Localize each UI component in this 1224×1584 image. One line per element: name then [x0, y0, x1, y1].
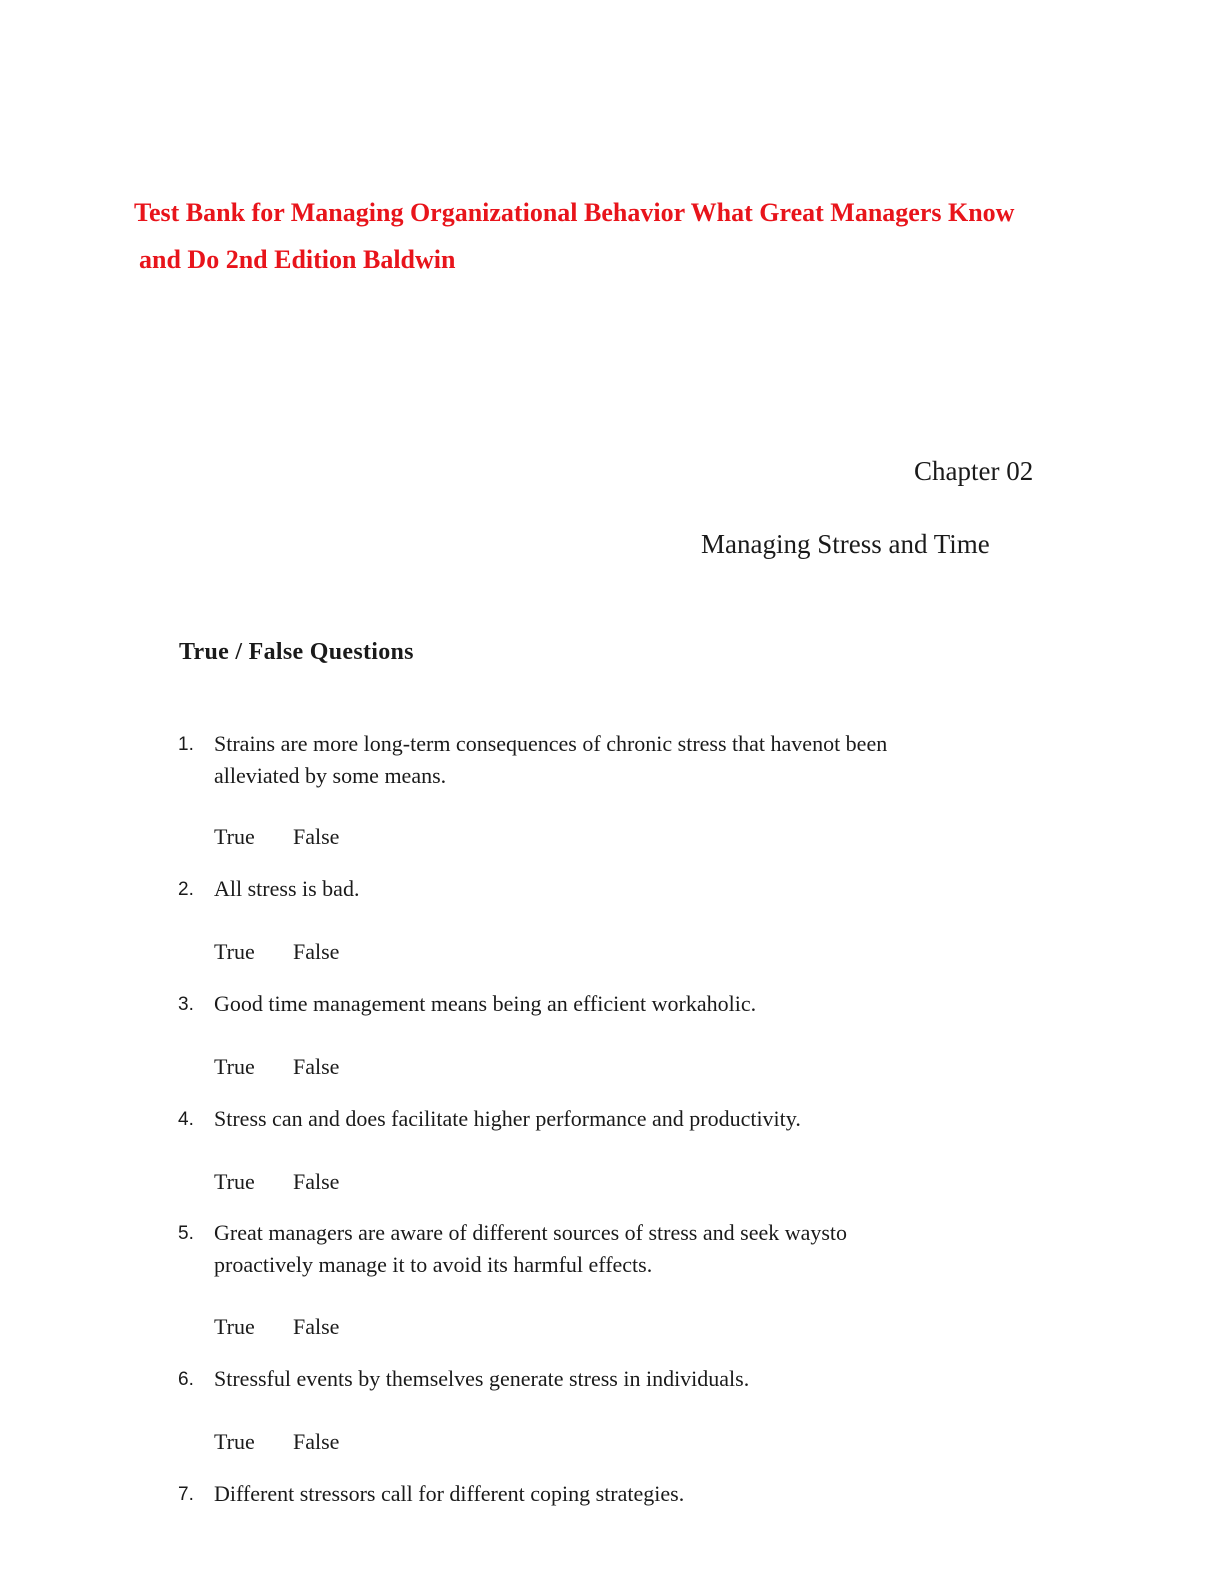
option-false[interactable]: False	[293, 824, 340, 849]
option-true[interactable]: True	[214, 1054, 255, 1079]
document-title-line-1: Test Bank for Managing Organizational Behavior What Great Managers Know	[134, 198, 1015, 227]
question-number: 7.	[178, 1484, 194, 1505]
document-title-line-2: and Do 2nd Edition Baldwin	[139, 245, 456, 274]
option-false[interactable]: False	[293, 1054, 340, 1079]
question-text: Great managers are aware of different sources of stress and seek waysto proactively manage it to avoid its harmful effects.	[214, 1220, 848, 1277]
option-true[interactable]: True	[214, 824, 255, 849]
question-number: 6.	[178, 1369, 194, 1390]
question-number: 3.	[178, 994, 194, 1015]
question-text: Stress can and does facilitate higher performance and productivity.	[214, 1106, 801, 1131]
chapter-label: Chapter 02	[914, 456, 1034, 486]
question-text: Good time management means being an efficient workaholic.	[214, 991, 757, 1016]
chapter-title: Managing Stress and Time	[701, 529, 990, 559]
question-text: Different stressors call for different coping strategies.	[214, 1481, 685, 1506]
question-text: All stress is bad.	[214, 876, 360, 901]
question-number: 2.	[178, 879, 194, 900]
option-true[interactable]: True	[214, 939, 255, 964]
option-true[interactable]: True	[214, 1169, 255, 1194]
question-number: 4.	[178, 1109, 194, 1130]
question-number: 1.	[178, 734, 194, 755]
question-text: Strains are more long-term consequences of chronic stress that havenot been alleviated by some means.	[214, 731, 888, 788]
option-true[interactable]: True	[214, 1429, 255, 1454]
option-false[interactable]: False	[293, 1169, 340, 1194]
section-heading: True / False Questions	[179, 639, 414, 665]
option-false[interactable]: False	[293, 939, 340, 964]
option-true[interactable]: True	[214, 1314, 255, 1339]
option-false[interactable]: False	[293, 1314, 340, 1339]
question-text: Stressful events by themselves generate stress in individuals.	[214, 1366, 750, 1391]
option-false[interactable]: False	[293, 1429, 340, 1454]
question-number: 5.	[178, 1223, 194, 1244]
